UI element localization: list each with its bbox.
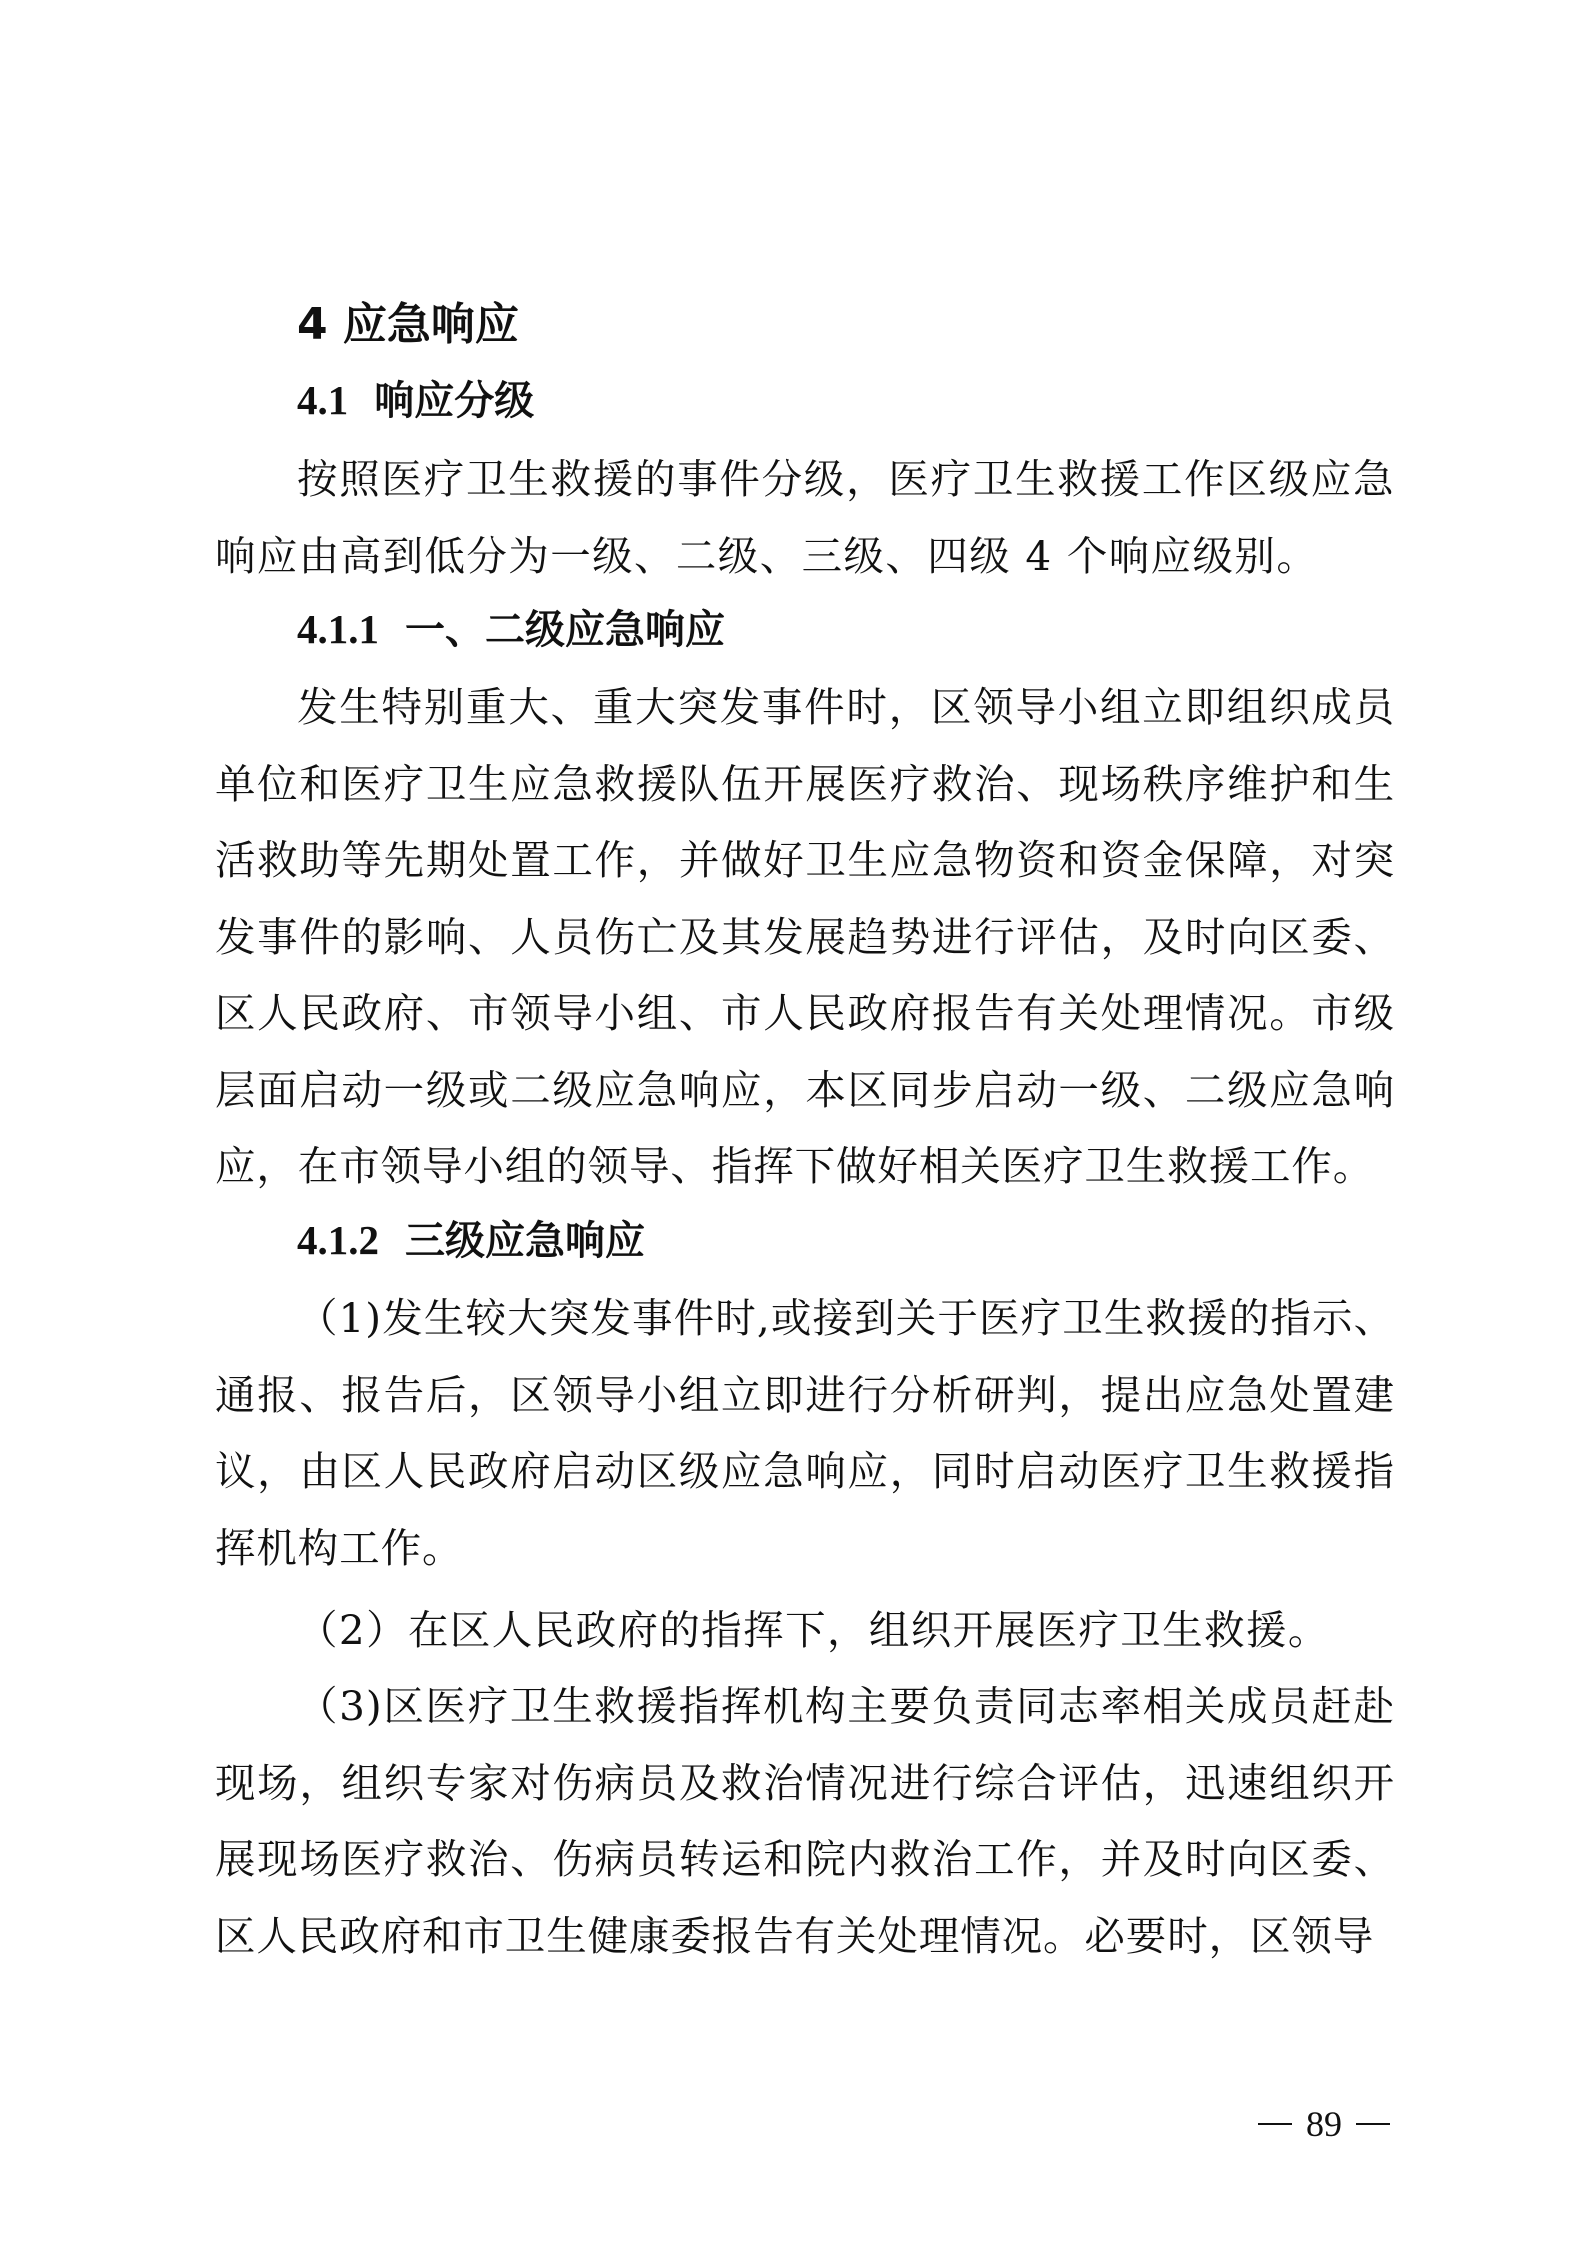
paragraph-response-levels: 按照医疗卫生救援的事件分级，医疗卫生救援工作区级应急响应由高到低分为一级、二级、三级、四级 4 个响应级别。 — [215, 455, 1395, 580]
paragraph-item-3: （3)区医疗卫生救援指挥机构主要负责同志率相关成员赶赴现场，组织专家对伤病员及救治情况进行综合评估，迅速组织开展现场医疗救治、伤病员转运和院内救治工作，并及时向区委、区人民政府和市卫生健康委报告有关处理情况。必要时，区领导 — [215, 1682, 1395, 1960]
page-number-dash-right — [1356, 2123, 1390, 2125]
subsection-number: 4.1 — [297, 377, 349, 423]
paragraph-item-1: （1)发生较大突发事件时,或接到关于医疗卫生救援的指示、通报、报告后，区领导小组立即进行分析研判，提出应急处置建议，由区人民政府启动区级应急响应，同时启动医疗卫生救援指挥机构工作。 — [215, 1294, 1395, 1572]
subsection-heading-4-1-1 — [297, 601, 725, 658]
subsection-title: 三级应急响应 — [405, 1217, 645, 1264]
subsection-number: 4.1.2 — [297, 1217, 379, 1263]
page-number — [1258, 2100, 1390, 2148]
paragraph-level-one-two: 发生特别重大、重大突发事件时，区领导小组立即组织成员单位和医疗卫生应急救援队伍开展医疗救治、现场秩序维护和生活救助等先期处置工作，并做好卫生应急物资和资金保障，对突发事件的影响、人员伤亡及其发展趋势进行评估，及时向区委、区人民政府、市领导小组、市人民政府报告有关处理情况。市级层面启动一级或二级应急响应，本区同步启动一级、二级应急响应，在市领导小组的领导、指挥下做好相关医疗卫生救援工作。 — [215, 683, 1395, 1190]
subsection-heading-4-1-2 — [297, 1212, 645, 1269]
paragraph-item-2: （2）在区人民政府的指挥下，组织开展医疗卫生救援。 — [297, 1606, 1330, 1654]
section-heading: 4 应急响应 — [297, 299, 519, 350]
subsection-title: 响应分级 — [374, 377, 535, 424]
subsection-heading-4-1 — [297, 372, 534, 429]
subsection-number: 4.1.1 — [297, 606, 379, 652]
page-number-dash-left — [1258, 2123, 1292, 2125]
subsection-title: 一、二级应急响应 — [405, 606, 725, 653]
page-number-value: 89 — [1306, 2104, 1342, 2144]
